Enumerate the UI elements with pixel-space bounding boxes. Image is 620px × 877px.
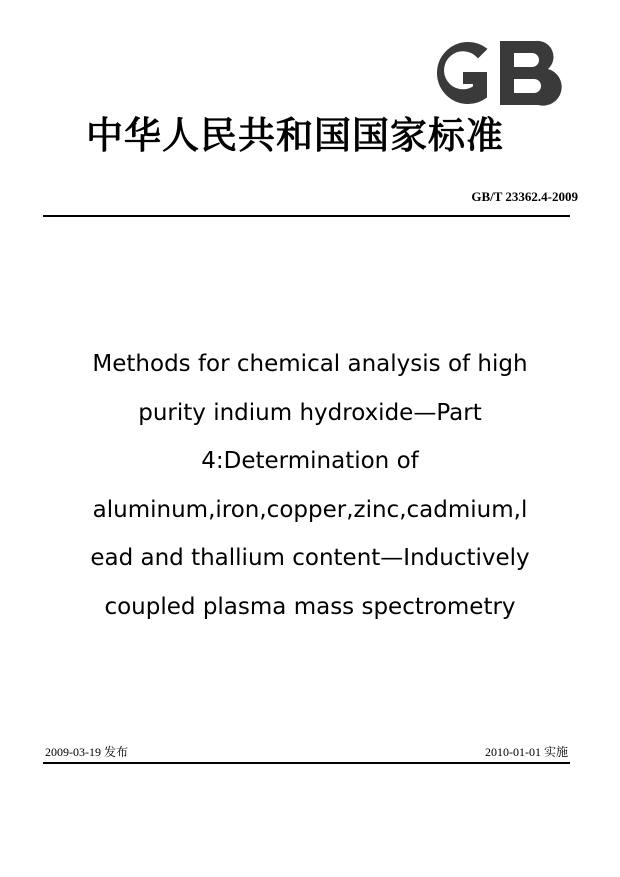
issue-date-block	[45, 744, 128, 760]
title-line-5: ead and thallium content—Inductively	[90, 545, 530, 571]
issue-date: 2009-03-19	[45, 745, 101, 759]
gb-logo	[424, 33, 564, 113]
title-line-2: purity indium hydroxide—Part	[138, 399, 482, 426]
title-line-4: aluminum,iron,copper,zinc,cadmium,l	[92, 496, 528, 523]
top-divider	[43, 215, 570, 217]
gb-logo-g-shape	[438, 43, 486, 103]
issuer-name: 中华人民共和国国家标准	[86, 114, 504, 157]
bottom-divider	[43, 762, 570, 764]
implementation-date: 2010-01-01	[484, 745, 541, 759]
gb-logo-b-shape	[500, 41, 562, 106]
title-line-3: 4:Determination of	[201, 448, 419, 474]
standard-number: GB/T 23362.4-2009	[471, 189, 578, 204]
title-line-6: coupled plasma mass spectrometry	[104, 593, 516, 620]
implementation-date-block	[485, 744, 568, 760]
date-row	[43, 744, 570, 760]
title-line-1: Methods for chemical analysis of high	[92, 351, 528, 377]
issue-label: 发布	[104, 745, 129, 759]
implementation-label: 实施	[543, 745, 568, 759]
document-title	[50, 340, 570, 631]
